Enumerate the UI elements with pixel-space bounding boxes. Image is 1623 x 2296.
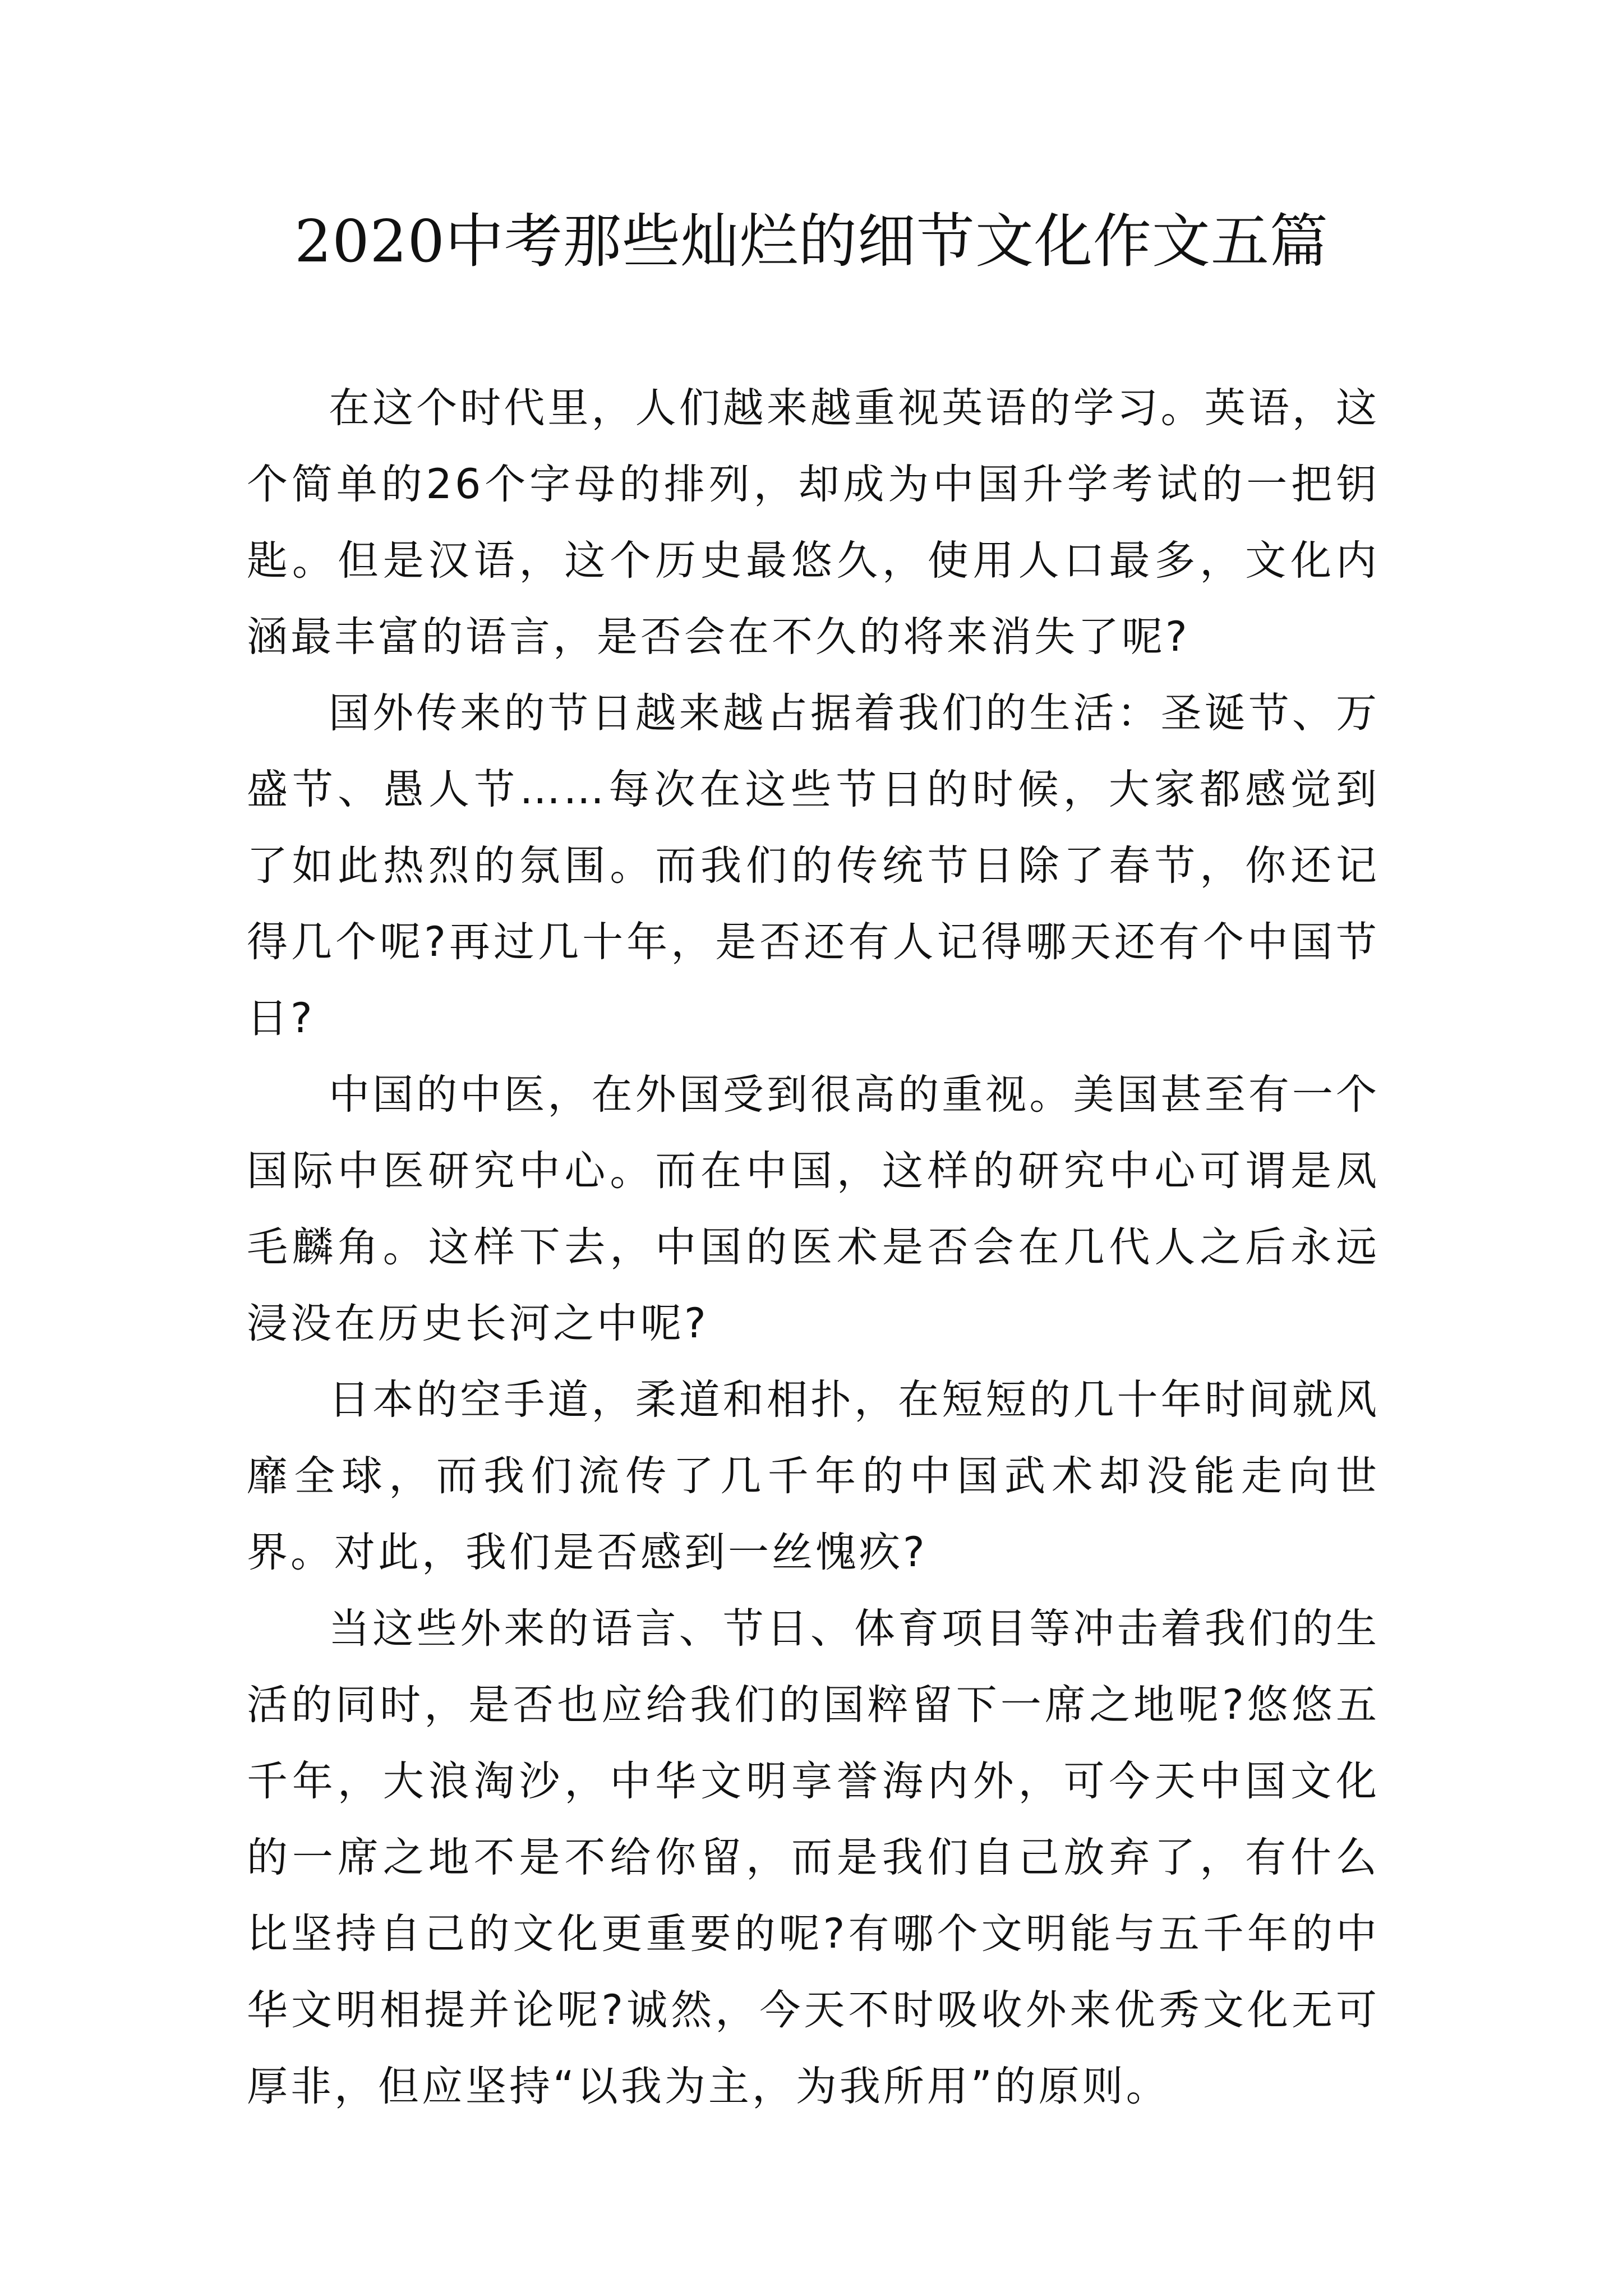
paragraph: 在这个时代里，人们越来越重视英语的学习。英语，这个简单的26个字母的排列，却成为中国升学考试的一把钥匙。但是汉语，这个历史最悠久，使用人口最多，文化内涵最丰富的语言，是否会在不久的将来消失了呢? (247, 384, 1380, 661)
document-title: 2020中考那些灿烂的细节文化作文五篇 (294, 207, 1329, 275)
document-body (247, 370, 1380, 2125)
paragraph: 当这些外来的语言、节日、体育项目等冲击着我们的生活的同时，是否也应给我们的国粹留下一席之地呢?悠悠五千年，大浪淘沙，中华文明享誉海内外，可今天中国文化的一席之地不是不给你留，而是我们自己放弃了，有什么比坚持自己的文化更重要的呢?有哪个文明能与五千年的中华文明相提并论呢?诚然，今天不时吸收外来优秀文化无可厚非，但应坚持“以我为主，为我所用”的原则。 (247, 1605, 1380, 2110)
paragraph: 国外传来的节日越来越占据着我们的生活：圣诞节、万盛节、愚人节……每次在这些节日的时候，大家都感觉到了如此热烈的氛围。而我们的传统节日除了春节，你还记得几个呢?再过几十年，是否还有人记得哪天还有个中国节日? (247, 689, 1380, 1042)
paragraph: 日本的空手道，柔道和相扑，在短短的几十年时间就风靡全球，而我们流传了几千年的中国武术却没能走向世界。对此，我们是否感到一丝愧疚? (247, 1376, 1380, 1576)
paragraph: 中国的中医，在外国受到很高的重视。美国甚至有一个国际中医研究中心。而在中国，这样的研究中心可谓是凤毛麟角。这样下去，中国的医术是否会在几代人之后永远浸没在历史长河之中呢? (247, 1071, 1380, 1347)
